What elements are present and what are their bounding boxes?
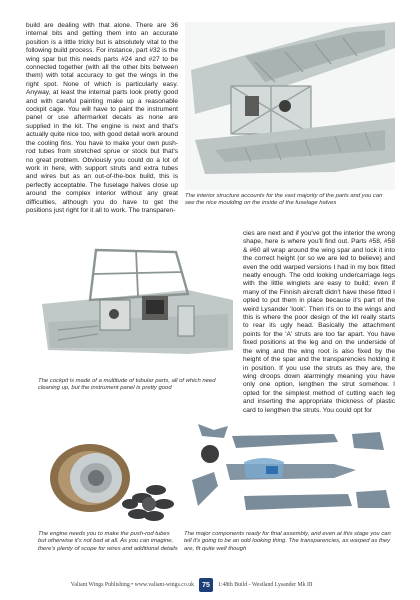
page-number-badge: 75 — [199, 578, 213, 592]
body-text-left: build are dealing with that alone. There are 36 internal bits and getting them into an accurate position is a little tricky but is absolutely vital to the following build process. For instance, part #32 is the wing spar but this needs parts #24 and #27 to be connected together (with all the other bits between them) with total accuracy to get the wings in the right spot. None of which is particularly easy. Anyway, at least the internal parts look pretty good and with careful painting make up a reasonable cockpit cage. You will have to paint the instrument panel or use aftermarket decals as none are supplied in the kit. The engine is next and that's actually quite nice too, with good detail work around the cooling fins. You have to make your own push-rod tubes from stretched sprue or stock but that's no great problem. Obviously you could do a lot of work in here, with support struts and extra tubes and wires but as an out-of-the-box build, this is perfectly acceptable. The fuselage halves close up around the complex interior without any great difficulties, although you do have to get the positions just right for it all to work. The transparen- — [26, 22, 178, 214]
photo-components — [184, 420, 396, 528]
caption-cockpit-wrapper — [38, 378, 233, 393]
photo-fuselage-interior — [185, 22, 395, 190]
caption-fuselage: The interior structure accounts for the vast majority of the parts and you can see the nice moulding on the inside of the fuselage halves — [185, 193, 383, 207]
text-column-left — [26, 22, 178, 215]
caption-cockpit: The cockpit is made of a multitude of tubular parts, all of which need cleaning up, but the instrument panel is pretty good — [38, 378, 216, 392]
footer-section-title: 1:48th Build - Westland Lysander Mk III — [218, 582, 313, 588]
caption-fuselage-wrapper — [185, 193, 393, 208]
engine-image — [38, 420, 176, 528]
components-image — [184, 420, 396, 528]
caption-engine-wrapper — [38, 531, 178, 553]
text-column-right — [243, 230, 395, 415]
caption-engine: The engine needs you to make the push-rod tubes but otherwise it's not bad at all. As you can imagine, there's plenty of scope for wires and additional details — [38, 531, 178, 552]
photo-cockpit — [38, 230, 233, 376]
footer-publisher: Valiant Wings Publishing • www.valiant-wings.co.uk — [70, 582, 194, 588]
body-text-right: cies are next and if you've got the interior the wrong shape, here is where you'll find out. Parts #58, #58 & #60 all wrap around the wing spar and lock it into the correct height (or so we are led to believe) and even the odd warped versions I had in my box fitted neatly enough. The odd looking undercarriage legs with the little winglets are easy to build; even if many of the Finnish aircraft didn't have these fitted I opted to put them in place because it's part of the weird Lysander 'look'. Then it's on to the wings and this is where the poor design of the kit really starts to rear its ugly head. Basically the attachment points for the 'A' struts are too far apart. You have fixed positions at the leg and on the underside of the wing and the wing root is also fixed by the height of the spar and the transparencies holding it in position. If you use the struts as they are, the wing droops down alarmingly meaning you have only one option, lengthen the strut somehow. I opted for the simplest method of cutting each leg and inserting the appropriate thickness of plastic card to lengthen the struts. You could opt for — [243, 230, 395, 414]
fuselage-interior-image — [185, 22, 395, 190]
caption-components-wrapper — [184, 531, 396, 553]
caption-components: The major components ready for final assembly, and even at this stage you can tell it's going to be an odd looking thing. The transparencies, as warped as they are, fit quite well though — [184, 531, 391, 552]
photo-engine — [38, 420, 176, 528]
cockpit-image — [38, 230, 233, 376]
